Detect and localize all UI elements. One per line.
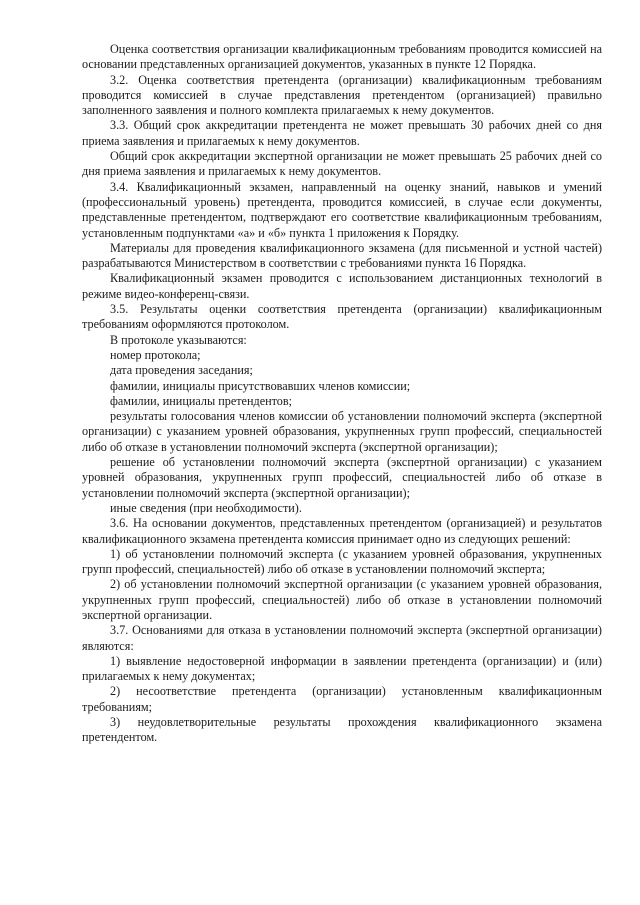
refusal-item-false-info: 1) выявление недостоверной информации в заявлении претендента (организации) и (или) прилагаемых к нему документах; bbox=[82, 653, 602, 684]
paragraph-3-4-remote-exam: Квалификационный экзамен проводится с использованием дистанционных технологий в режиме видео-конференц-связи. bbox=[82, 271, 602, 301]
decision-item-expert: 1) об установлении полномочий эксперта (с указанием уровней образования, укрупненных групп профессий, специальностей) либо об отказе в установлении полномочий эксперта; bbox=[82, 546, 602, 577]
paragraph-3-2: 3.2. Оценка соответствия претендента (организации) квалификационным требованиям проводится комиссией в случае представления претендентом (организацией) правильно заполненного заявления и полного комплекта прилагаемых к нему документов. bbox=[82, 72, 602, 118]
protocol-item-decision: решение об установлении полномочий эксперта (экспертной организации) с указанием уровней образования, укрупненных групп профессий, специальностей либо об отказе в установлении полномочий эксперта (экспертной организации); bbox=[82, 455, 602, 500]
paragraph-assessment-basis: Оценка соответствия организации квалификационным требованиям проводится комиссией на основании представленных организацией документов, указанных в пункте 12 Порядка. bbox=[82, 42, 602, 72]
paragraph-3-4-exam-materials: Материалы для проведения квалификационного экзамена (для письменной и устной частей) разрабатываются Министерством в соответствии с требованиями пункта 16 Порядка. bbox=[82, 240, 602, 271]
paragraph-3-3-organization-term: Общий срок аккредитации экспертной организации не может превышать 25 рабочих дней со дня приема заявления и прилагаемых к нему документов. bbox=[82, 149, 602, 179]
paragraph-3-6: 3.6. На основании документов, представленных претендентом (организацией) и результатов квалификационного экзамена претендента комиссия принимает одно из следующих решений: bbox=[82, 516, 602, 546]
paragraph-3-7: 3.7. Основаниями для отказа в установлении полномочий эксперта (экспертной организации) являются: bbox=[82, 623, 602, 653]
protocol-item-number: номер протокола; bbox=[110, 347, 201, 362]
decision-item-organization: 2) об установлении полномочий экспертной организации (с указанием уровней образования, укрупненных групп профессий, специальностей) либо об отказе в установлении полномочий экспертной организации. bbox=[82, 577, 602, 622]
protocol-item-candidates: фамилии, инициалы претендентов; bbox=[110, 393, 293, 408]
paragraph-protocol-intro: В протоколе указываются: bbox=[110, 332, 247, 347]
protocol-item-voting-results: результаты голосования членов комиссии об установлении полномочий эксперта (экспертной организации) с указанием уровней образования, укрупненных групп профессий, специальностей либо об отказе в установлении полномочий эксперта (экспертной организации); bbox=[82, 409, 602, 454]
protocol-item-members: фамилии, инициалы присутствовавших членов комиссии; bbox=[110, 378, 411, 393]
protocol-item-date: дата проведения заседания; bbox=[110, 363, 253, 378]
paragraph-3-5: 3.5. Результаты оценки соответствия претендента (организации) квалификационным требованиям оформляются протоколом. bbox=[82, 302, 602, 332]
paragraph-3-3: 3.3. Общий срок аккредитации претендента не может превышать 30 рабочих дней со дня приема заявления и прилагаемых к нему документов. bbox=[82, 118, 602, 148]
refusal-item-noncompliance: 2) несоответствие претендента (организации) установленным квалификационным требованиям; bbox=[82, 684, 602, 714]
paragraph-3-4: 3.4. Квалификационный экзамен, направленный на оценку знаний, навыков и умений (профессиональный уровень) претендента, проводится комиссией, в случае если документы, представленные претендентом, подтверждают его соответствие квалификационным требованиям, установленным подпунктами «а» и «б» пункта 1 приложения к Порядку. bbox=[82, 179, 602, 240]
document-page bbox=[82, 42, 602, 746]
refusal-item-exam-failed: 3) неудовлетворительные результаты прохождения квалификационного экзамена претендентом. bbox=[82, 715, 602, 745]
protocol-item-other: иные сведения (при необходимости). bbox=[110, 500, 302, 515]
